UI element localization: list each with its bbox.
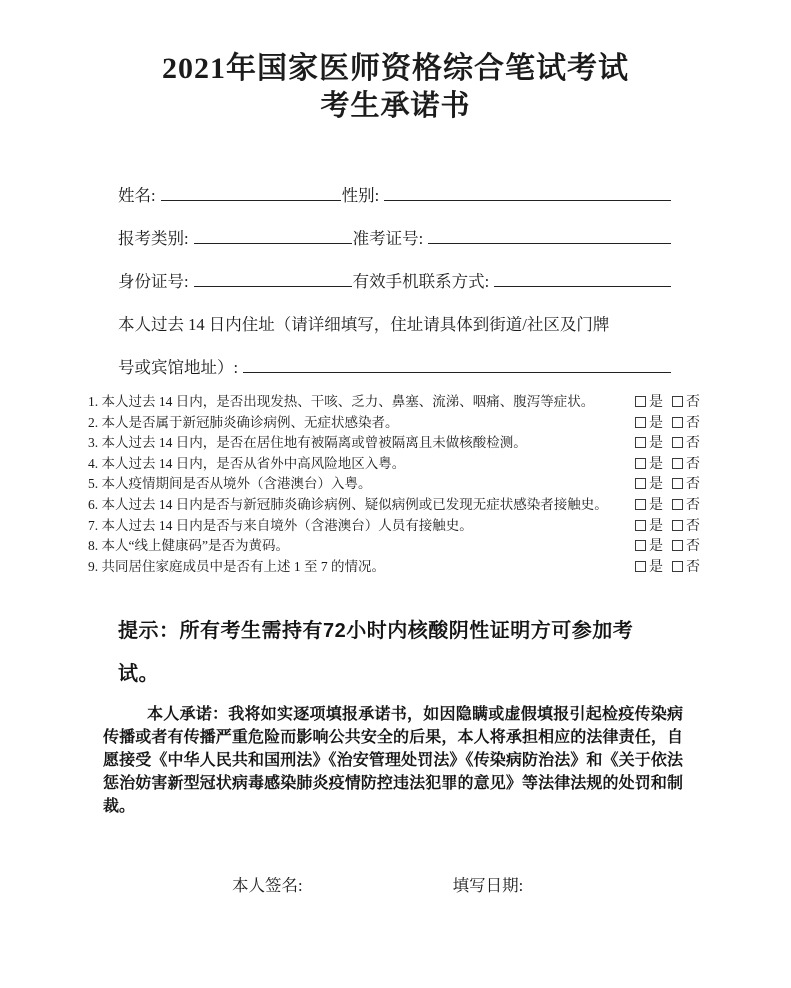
ticket-fill-line[interactable]	[428, 230, 671, 244]
question-row	[88, 474, 700, 495]
name-label: 姓名:	[118, 186, 156, 205]
no-checkbox[interactable]	[672, 455, 700, 476]
question-row	[88, 392, 700, 413]
question-checkbox-group	[635, 517, 700, 538]
no-checkbox[interactable]	[672, 517, 700, 538]
checkbox-square-icon[interactable]	[672, 458, 683, 469]
form-row-category-ticket	[118, 217, 672, 260]
checkbox-square-icon[interactable]	[672, 417, 683, 428]
question-row	[88, 557, 700, 578]
address-label-line2: 号或宾馆地址）:	[118, 358, 239, 377]
question-row	[88, 454, 700, 475]
form-row-address-1	[118, 303, 672, 346]
checkbox-square-icon[interactable]	[672, 499, 683, 510]
phone-label: 有效手机联系方式:	[352, 272, 490, 291]
checkbox-square-icon[interactable]	[672, 540, 683, 551]
question-row	[88, 433, 700, 454]
no-label: 否	[686, 559, 700, 575]
checkbox-square-icon[interactable]	[672, 561, 683, 572]
question-checkbox-group	[635, 558, 700, 579]
signature-label: 本人签名:	[232, 876, 303, 896]
yes-checkbox[interactable]	[635, 455, 663, 476]
category-fill-line[interactable]	[194, 230, 352, 244]
gender-label: 性别:	[341, 186, 380, 205]
yes-label: 是	[649, 456, 663, 472]
question-row	[88, 495, 700, 516]
question-text: 7. 本人过去 14 日内是否与来自境外（含港澳台）人员有接触史。	[88, 517, 473, 533]
gender-fill-line[interactable]	[384, 187, 671, 201]
yes-label: 是	[649, 415, 663, 431]
question-text: 2. 本人是否属于新冠肺炎确诊病例、无症状感染者。	[88, 414, 399, 430]
phone-fill-line[interactable]	[494, 273, 671, 287]
no-label: 否	[686, 415, 700, 431]
checkbox-square-icon[interactable]	[635, 396, 646, 407]
yes-checkbox[interactable]	[635, 517, 663, 538]
no-checkbox[interactable]	[672, 414, 700, 435]
no-label: 否	[686, 539, 700, 555]
date-label: 填写日期:	[452, 876, 524, 896]
yes-checkbox[interactable]	[635, 558, 663, 579]
yes-checkbox[interactable]	[635, 414, 663, 435]
question-list	[88, 392, 700, 577]
no-checkbox[interactable]	[672, 558, 700, 579]
question-row	[88, 536, 700, 557]
checkbox-square-icon[interactable]	[672, 396, 683, 407]
form-row-id-phone	[118, 260, 672, 303]
no-label: 否	[686, 436, 700, 452]
checkbox-square-icon[interactable]	[672, 437, 683, 448]
page-subtitle: 考生承诺书	[320, 90, 471, 122]
id-label: 身份证号:	[118, 272, 189, 291]
question-text: 5. 本人疫情期间是否从境外（含港澳台）入粤。	[88, 476, 372, 492]
question-text: 8. 本人“线上健康码”是否为黄码。	[88, 538, 289, 554]
question-text: 6. 本人过去 14 日内是否与新冠肺炎确诊病例、疑似病例或已发现无症状感染者接触史。	[88, 496, 608, 512]
question-text: 4. 本人过去 14 日内，是否从省外中高风险地区入粤。	[88, 455, 406, 471]
question-checkbox-group	[635, 537, 700, 558]
question-checkbox-group	[635, 414, 700, 435]
question-text: 9. 共同居住家庭成员中是否有上述 1 至 7 的情况。	[88, 558, 385, 574]
question-row	[88, 413, 700, 434]
yes-checkbox[interactable]	[635, 434, 663, 455]
yes-checkbox[interactable]	[635, 393, 663, 414]
no-label: 否	[686, 477, 700, 493]
yes-checkbox[interactable]	[635, 475, 663, 496]
form-row-address-2	[118, 346, 672, 389]
address-fill-line[interactable]	[243, 359, 671, 373]
checkbox-square-icon[interactable]	[635, 417, 646, 428]
yes-label: 是	[649, 559, 663, 575]
id-fill-line[interactable]	[194, 273, 352, 287]
signature-row	[232, 874, 791, 898]
page-title: 2021年国家医师资格综合笔试考试	[162, 52, 629, 85]
checkbox-square-icon[interactable]	[635, 437, 646, 448]
notice-text: 提示：所有考生需持有72小时内核酸阴性证明方可参加考试。	[118, 620, 634, 686]
yes-label: 是	[649, 395, 663, 410]
checkbox-square-icon[interactable]	[635, 478, 646, 489]
ticket-label: 准考证号:	[352, 229, 424, 248]
no-checkbox[interactable]	[672, 537, 700, 558]
no-label: 否	[686, 395, 700, 410]
no-label: 否	[686, 456, 700, 472]
question-checkbox-group	[635, 393, 700, 414]
yes-label: 是	[649, 477, 663, 493]
yes-checkbox[interactable]	[635, 537, 663, 558]
yes-label: 是	[649, 539, 663, 555]
question-checkbox-group	[635, 475, 700, 496]
applicant-info-form	[118, 174, 672, 389]
no-checkbox[interactable]	[672, 393, 700, 414]
question-text: 3. 本人过去 14 日内，是否在居住地有被隔离或曾被隔离且未做核酸检测。	[88, 435, 527, 451]
checkbox-square-icon[interactable]	[672, 478, 683, 489]
yes-label: 是	[649, 436, 663, 452]
form-row-name-gender	[118, 174, 672, 217]
question-row	[88, 516, 700, 537]
no-label: 否	[686, 497, 700, 513]
name-fill-line[interactable]	[161, 187, 341, 201]
checkbox-square-icon[interactable]	[635, 520, 646, 531]
checkbox-square-icon[interactable]	[635, 458, 646, 469]
question-checkbox-group	[635, 434, 700, 455]
yes-label: 是	[649, 497, 663, 513]
no-checkbox[interactable]	[672, 496, 700, 517]
checkbox-square-icon[interactable]	[635, 499, 646, 510]
yes-checkbox[interactable]	[635, 496, 663, 517]
question-checkbox-group	[635, 455, 700, 476]
yes-label: 是	[649, 518, 663, 534]
commitment-paragraph: 本人承诺：我将如实逐项填报承诺书，如因隐瞒或虚假填报引起检疫传染病传播或者有传播严重危险而影响公共安全的后果，本人将承担相应的法律责任，自愿接受《中华人民共和国刑法》《治安管理处罚法》《传染病防治法》和《关于依法惩治妨害新型冠状病毒感染肺炎疫情防控违法犯罪的意见》等法律法规的处罚和制裁。	[103, 706, 683, 816]
category-label: 报考类别:	[118, 229, 189, 248]
checkbox-square-icon[interactable]	[635, 561, 646, 572]
no-checkbox[interactable]	[672, 434, 700, 455]
address-label-line1: 本人过去 14 日内住址（请详细填写，住址请具体到街道/社区及门牌	[118, 315, 610, 334]
checkbox-square-icon[interactable]	[635, 540, 646, 551]
no-checkbox[interactable]	[672, 475, 700, 496]
no-label: 否	[686, 518, 700, 534]
question-checkbox-group	[635, 496, 700, 517]
checkbox-square-icon[interactable]	[672, 520, 683, 531]
question-text: 1. 本人过去 14 日内，是否出现发热、干咳、乏力、鼻塞、流涕、咽痛、腹泻等症状。	[88, 394, 595, 409]
